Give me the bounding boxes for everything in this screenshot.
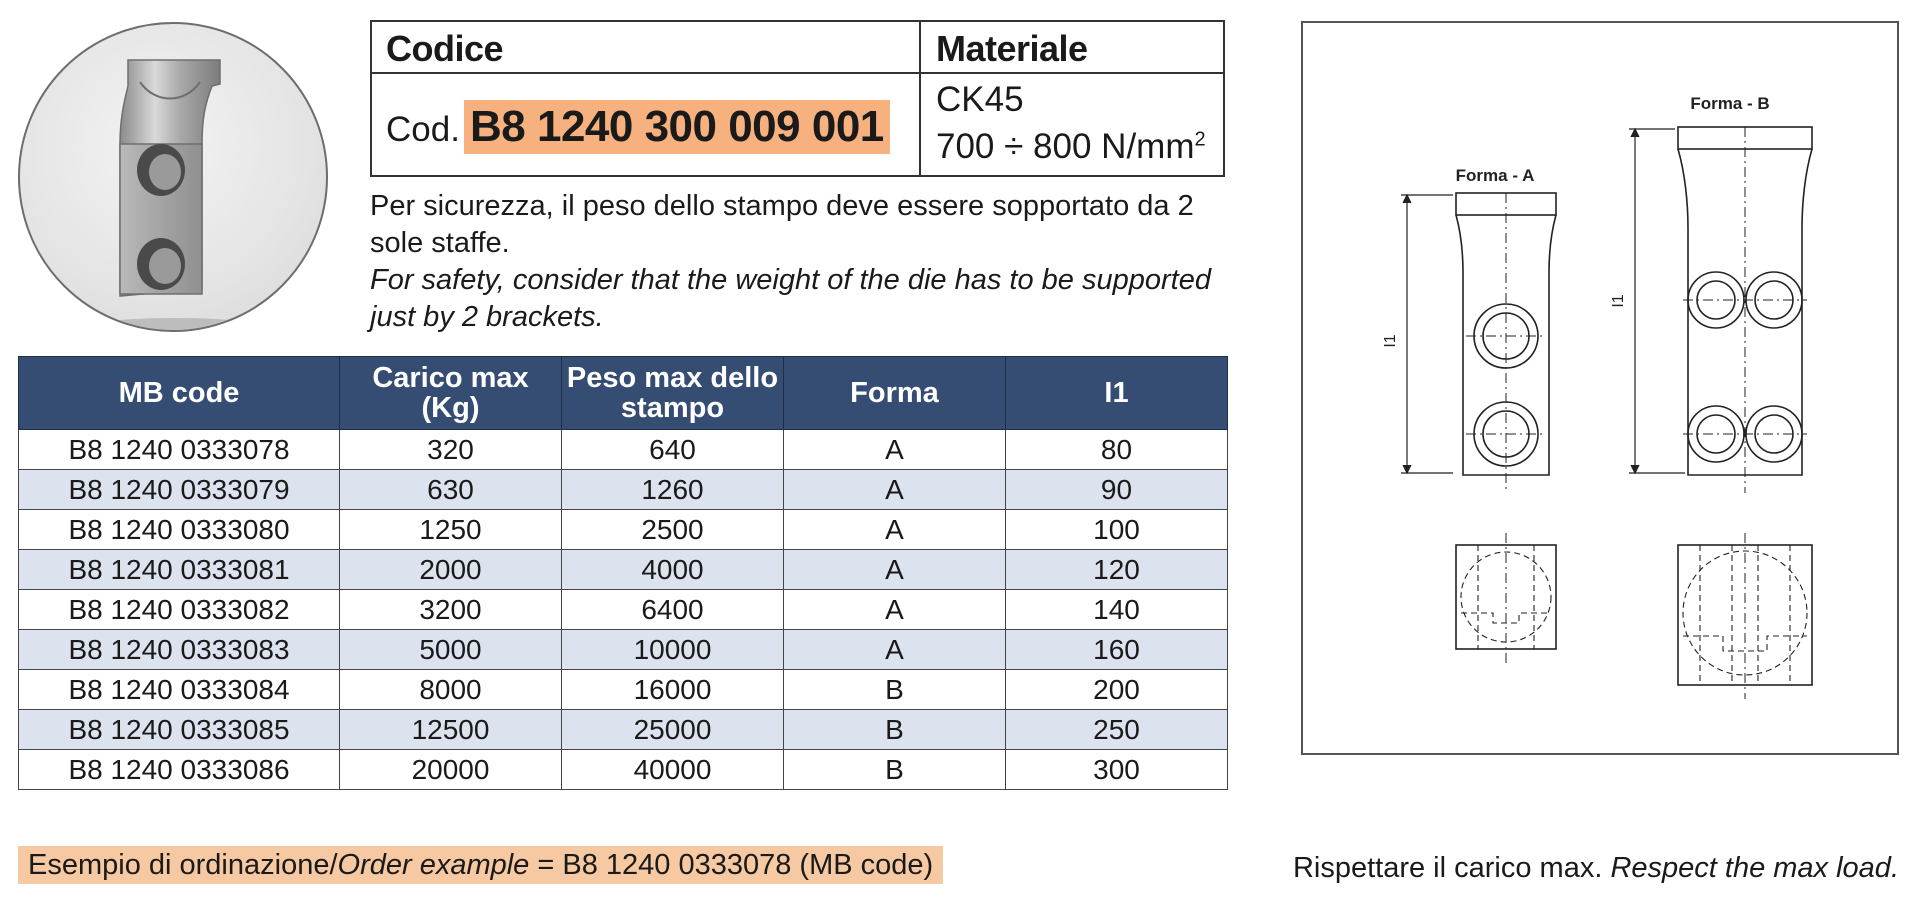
cell-peso: 25000 — [562, 710, 784, 750]
table-row — [19, 510, 1228, 550]
table-header-row — [19, 357, 1228, 430]
cell-carico: 320 — [340, 430, 562, 470]
cell-forma: A — [784, 470, 1006, 510]
cell-i1: 140 — [1006, 590, 1228, 630]
cell-peso: 2500 — [562, 510, 784, 550]
cell-forma: A — [784, 590, 1006, 630]
cell-carico: 3200 — [340, 590, 562, 630]
cell-i1: 200 — [1006, 670, 1228, 710]
cell-mb-code: B8 1240 0333080 — [19, 510, 340, 550]
forma-b-dimension — [1629, 129, 1685, 473]
cell-carico: 20000 — [340, 750, 562, 790]
col-mb-code: MB code — [19, 357, 340, 430]
table-row — [19, 710, 1228, 750]
cell-forma: B — [784, 750, 1006, 790]
table-row — [19, 550, 1228, 590]
cell-forma: A — [784, 630, 1006, 670]
forma-a-front-view — [1456, 193, 1556, 493]
cell-mb-code: B8 1240 0333082 — [19, 590, 340, 630]
cell-i1: 160 — [1006, 630, 1228, 670]
order-example-it: Esempio di ordinazione/ — [28, 849, 338, 881]
code-material-box — [370, 20, 1225, 177]
product-table — [18, 356, 1228, 790]
forma-b-label: Forma - B — [1690, 94, 1770, 113]
col-peso-max: Peso max dello stampo — [562, 357, 784, 430]
order-example — [18, 846, 943, 884]
cell-peso: 16000 — [562, 670, 784, 710]
cell-peso: 6400 — [562, 590, 784, 630]
divider-vertical — [919, 22, 921, 175]
cell-mb-code: B8 1240 0333083 — [19, 630, 340, 670]
cell-forma: A — [784, 430, 1006, 470]
cell-i1: 100 — [1006, 510, 1228, 550]
cell-forma: B — [784, 670, 1006, 710]
table-row — [19, 670, 1228, 710]
forma-a-label: Forma - A — [1455, 166, 1535, 185]
cod-prefix: Cod. — [386, 110, 460, 149]
cell-i1: 120 — [1006, 550, 1228, 590]
cell-forma: B — [784, 710, 1006, 750]
col-forma: Forma — [784, 357, 1006, 430]
forma-b-front-view — [1678, 127, 1812, 493]
cell-i1: 300 — [1006, 750, 1228, 790]
cell-carico: 1250 — [340, 510, 562, 550]
cell-peso: 4000 — [562, 550, 784, 590]
cell-peso: 640 — [562, 430, 784, 470]
cell-i1: 250 — [1006, 710, 1228, 750]
cell-i1: 80 — [1006, 430, 1228, 470]
max-load-it: Rispettare il carico max. — [1292, 852, 1611, 884]
cell-peso: 40000 — [562, 750, 784, 790]
table-row — [19, 750, 1228, 790]
table-row — [19, 630, 1228, 670]
codice-heading: Codice — [386, 28, 504, 69]
cell-peso: 10000 — [562, 630, 784, 670]
divider-horizontal — [372, 72, 1223, 74]
forma-b-i1-label: I1 — [1610, 294, 1627, 308]
cell-i1: 90 — [1006, 470, 1228, 510]
cell-carico: 630 — [340, 470, 562, 510]
technical-drawing — [1301, 21, 1899, 755]
table-row — [19, 590, 1228, 630]
cell-carico: 12500 — [340, 710, 562, 750]
max-load-note — [1254, 852, 1899, 885]
cell-mb-code: B8 1240 0333084 — [19, 670, 340, 710]
cell-forma: A — [784, 510, 1006, 550]
order-example-en: Order example — [337, 849, 530, 881]
forma-a-i1-label: I1 — [1382, 334, 1399, 348]
forma-a-dimension — [1401, 195, 1453, 473]
safety-note-en: For safety, consider that the weight of the die has to be supported just by 2 brackets. — [370, 264, 1211, 333]
materiale-heading: Materiale — [936, 28, 1088, 69]
material-name: CK45 — [936, 80, 1024, 119]
col-i1: I1 — [1006, 357, 1228, 430]
cod-value: B8 1240 300 009 001 — [464, 100, 890, 154]
cell-mb-code: B8 1240 0333086 — [19, 750, 340, 790]
material-strength: 700 ÷ 800 $N/mm^2$ — [936, 127, 1206, 166]
max-load-en: Respect the max load. — [1610, 852, 1899, 884]
product-photo — [18, 22, 328, 332]
cell-carico: 2000 — [340, 550, 562, 590]
cell-mb-code: B8 1240 0333085 — [19, 710, 340, 750]
safety-note — [370, 188, 1230, 336]
bracket-image — [20, 24, 328, 332]
forma-a-top-view — [1456, 533, 1556, 663]
table-row — [19, 470, 1228, 510]
cell-carico: 5000 — [340, 630, 562, 670]
drawing-canvas — [1303, 23, 1897, 753]
table-row — [19, 430, 1228, 470]
cell-forma: A — [784, 550, 1006, 590]
cell-peso: 1260 — [562, 470, 784, 510]
safety-note-it: Per sicurezza, il peso dello stampo deve essere sopportato da 2 sole staffe. — [370, 190, 1194, 259]
cell-mb-code: B8 1240 0333081 — [19, 550, 340, 590]
cell-mb-code: B8 1240 0333079 — [19, 470, 340, 510]
cell-carico: 8000 — [340, 670, 562, 710]
order-example-value: = B8 1240 0333078 (MB code) — [529, 849, 934, 881]
col-carico-max: Carico max (Kg) — [340, 357, 562, 430]
forma-b-top-view — [1678, 533, 1812, 699]
cell-mb-code: B8 1240 0333078 — [19, 430, 340, 470]
